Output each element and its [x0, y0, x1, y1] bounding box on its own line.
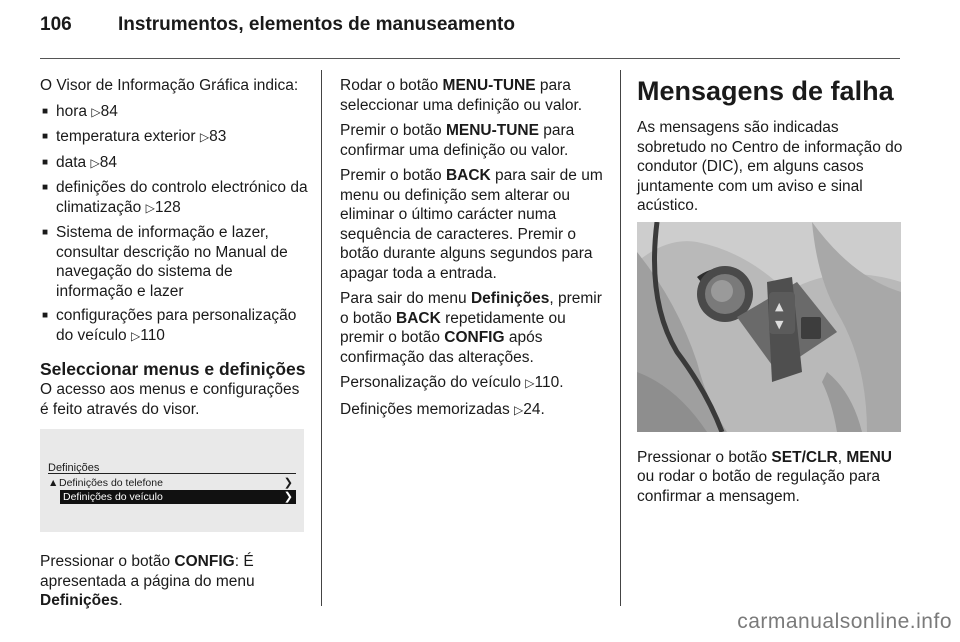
page-reference[interactable]: ▷ 84 — [91, 103, 117, 120]
page-reference[interactable]: ▷ 128 — [146, 199, 181, 216]
column-2 — [340, 76, 608, 426]
section-title: Mensagens de falha — [637, 76, 894, 106]
chevron-right-icon: ❯ — [283, 477, 293, 489]
column-3 — [637, 76, 905, 512]
section-heading: Seleccionar menus e definições — [40, 359, 306, 379]
page-number: 106 — [40, 14, 72, 35]
intro-text: O Visor de Informação Gráfica indica: — [40, 77, 299, 94]
display-screen — [40, 429, 304, 532]
column-divider — [321, 70, 322, 606]
page-reference[interactable]: ▷ 84 — [90, 154, 116, 171]
section-text: O acesso aos menus e configurações é feito através do visor. — [40, 381, 300, 418]
up-arrow-icon: ▲ — [48, 477, 59, 489]
watermark: carmanualsonline.info — [737, 610, 952, 633]
column-divider — [620, 70, 621, 606]
steering-column-stalk-photo — [637, 222, 901, 432]
column-1 — [40, 76, 310, 617]
svg-text:▲: ▲ — [775, 299, 784, 313]
list-item: ■ Sistema de informação e lazer, consultar descrição no Manual de navegação do sistema de informação e lazer — [40, 223, 310, 301]
header-rule — [40, 58, 900, 59]
config-instruction: Pressionar o botão CONFIG: É apresentada a página do menu Definições. — [40, 553, 255, 609]
list-item: ■ hora ▷ 84 — [40, 102, 310, 123]
page-reference[interactable]: ▷ 110 — [131, 327, 165, 344]
paragraph: Pressionar o botão SET/CLR, MENU ou rodar o botão de regulação para confirmar a mensagem. — [637, 448, 892, 505]
page-reference[interactable]: ▷ 24. — [514, 401, 545, 418]
list-item: ■ configurações para personalização do veículo ▷ 110 — [40, 306, 310, 346]
list-item: ■ data ▷ 84 — [40, 153, 310, 174]
paragraph: Para sair do menu Definições, premir o botão BACK repetidamente ou premir o botão CONFIG após confirmação das alterações. — [340, 290, 602, 366]
list-item: ■ definições do controlo electrónico da climatização ▷ 128 — [40, 178, 310, 218]
page-reference[interactable]: ▷ 83 — [200, 128, 226, 145]
paragraph: Personalização do veículo ▷ 110. — [340, 373, 608, 394]
list-item: ■ temperatura exterior ▷ 83 — [40, 127, 310, 148]
page-header — [40, 14, 515, 36]
page-reference[interactable]: ▷ 110. — [525, 374, 563, 391]
chevron-right-icon: ❯ — [283, 491, 293, 503]
paragraph: Rodar o botão MENU-TUNE para seleccionar uma definição ou valor. — [340, 77, 583, 114]
paragraph: As mensagens são indicadas sobretudo no Centro de informação do condutor (DIC), em alguns casos juntamente com um aviso e sinal acústico. — [637, 119, 903, 214]
screen-menu-item-selected: Definições do veículo ❯ — [60, 490, 296, 504]
paragraph: Premir o botão BACK para sair de um menu ou definição sem alterar ou eliminar o último carácter numa sequência de caracteres. Premir o botão durante alguns segundos para apagar toda a entrada. — [340, 167, 603, 282]
screen-title: Definições — [48, 462, 100, 474]
info-list — [40, 102, 310, 347]
paragraph: Definições memorizadas ▷ 24. — [340, 400, 608, 421]
screen-divider — [48, 473, 296, 474]
paragraph: Premir o botão MENU-TUNE para confirmar uma definição ou valor. — [340, 122, 575, 159]
page-title: Instrumentos, elementos de manuseamento — [118, 14, 515, 35]
svg-text:▼: ▼ — [775, 317, 784, 331]
screen-menu-item: ▲Definições do telefone ❯ — [48, 477, 293, 489]
